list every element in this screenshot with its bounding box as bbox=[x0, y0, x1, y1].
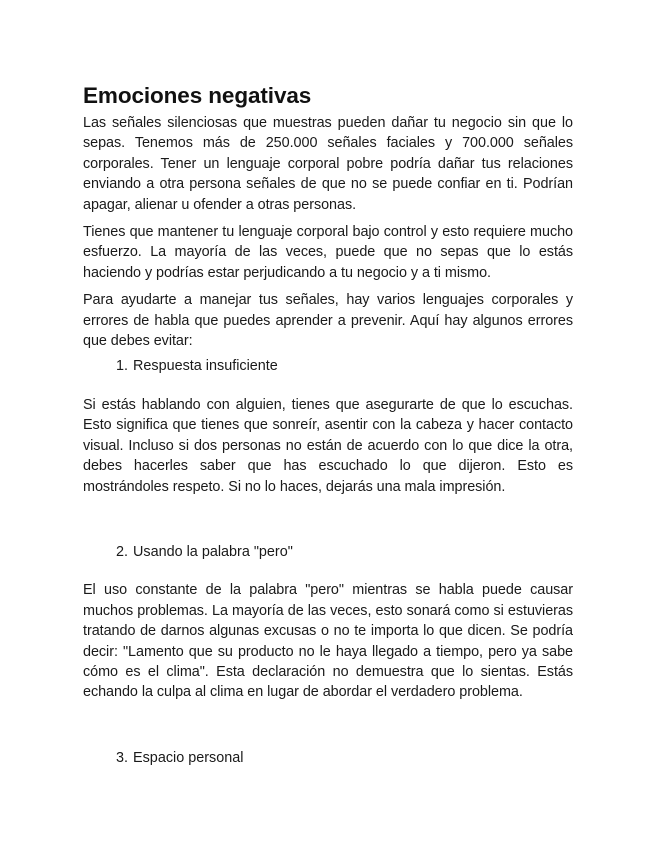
document-page bbox=[83, 82, 573, 768]
list-item-3-heading bbox=[83, 748, 573, 768]
list-number: 1. bbox=[116, 358, 129, 375]
list-number: 2. bbox=[116, 543, 129, 560]
item-1-paragraph: Si estás hablando con alguien, tienes que asegurarte de que lo escuchas. Esto significa que tienes que sonreír, asentir con la cabeza y hacer contacto visual. Incluso si dos personas no están de acuerdo con lo que dice la otra, debes hacerles saber que has escuchado lo que dijeron. Esto es mostrándoles respeto. Si no lo haces, dejarás una mala impresión. bbox=[83, 396, 573, 495]
list-item-2-heading bbox=[83, 542, 573, 562]
spacer bbox=[83, 377, 573, 395]
spacer bbox=[83, 504, 573, 542]
intro-paragraph-1: Las señales silenciosas que muestras pueden dañar tu negocio sin que lo sepas. Tenemos más de 250.000 señales faciales y 700.000 señales corporales. Tener un lenguaje corporal pobre podría dañar tus relaciones enviando a otra persona señales de que no se puede confiar en ti. Podrían apagar, alienar u ofender a otras personas. bbox=[83, 115, 573, 213]
list-item-1-heading bbox=[83, 356, 573, 376]
intro-paragraph-3: Para ayudarte a manejar tus señales, hay varios lenguajes corporales y errores de habla que puedes aprender a prevenir. Aquí hay algunos errores que debes evitar: bbox=[83, 292, 573, 350]
page-title: Emociones negativas bbox=[83, 83, 312, 108]
spacer bbox=[83, 562, 573, 580]
intro-paragraph-2: Tienes que mantener tu lenguaje corporal bajo control y esto requiere mucho esfuerzo. La mayoría de las veces, puede que no sepas que lo estás haciendo y podrías estar perjudicando a tu negocio y a ti mismo. bbox=[83, 224, 573, 281]
list-heading-text: Espacio personal bbox=[133, 749, 244, 766]
list-heading-text: Usando la palabra "pero" bbox=[133, 543, 293, 560]
list-number: 3. bbox=[116, 749, 129, 766]
list-heading-text: Respuesta insuficiente bbox=[133, 358, 278, 375]
item-2-paragraph: El uso constante de la palabra "pero" mientras se habla puede causar muchos problemas. La mayoría de las veces, esto sonará como si estuvieras tratando de darnos algunas excusas o no te importa lo que dicen. Se podría decir: "Lamento que su producto no le haya llegado a tiempo, pero ya sabe cómo es el clima". Esta declaración no demuestra que lo sientas. Estás echando la culpa al clima en lugar de abordar el verdadero problema. bbox=[83, 582, 573, 701]
spacer bbox=[83, 710, 573, 748]
